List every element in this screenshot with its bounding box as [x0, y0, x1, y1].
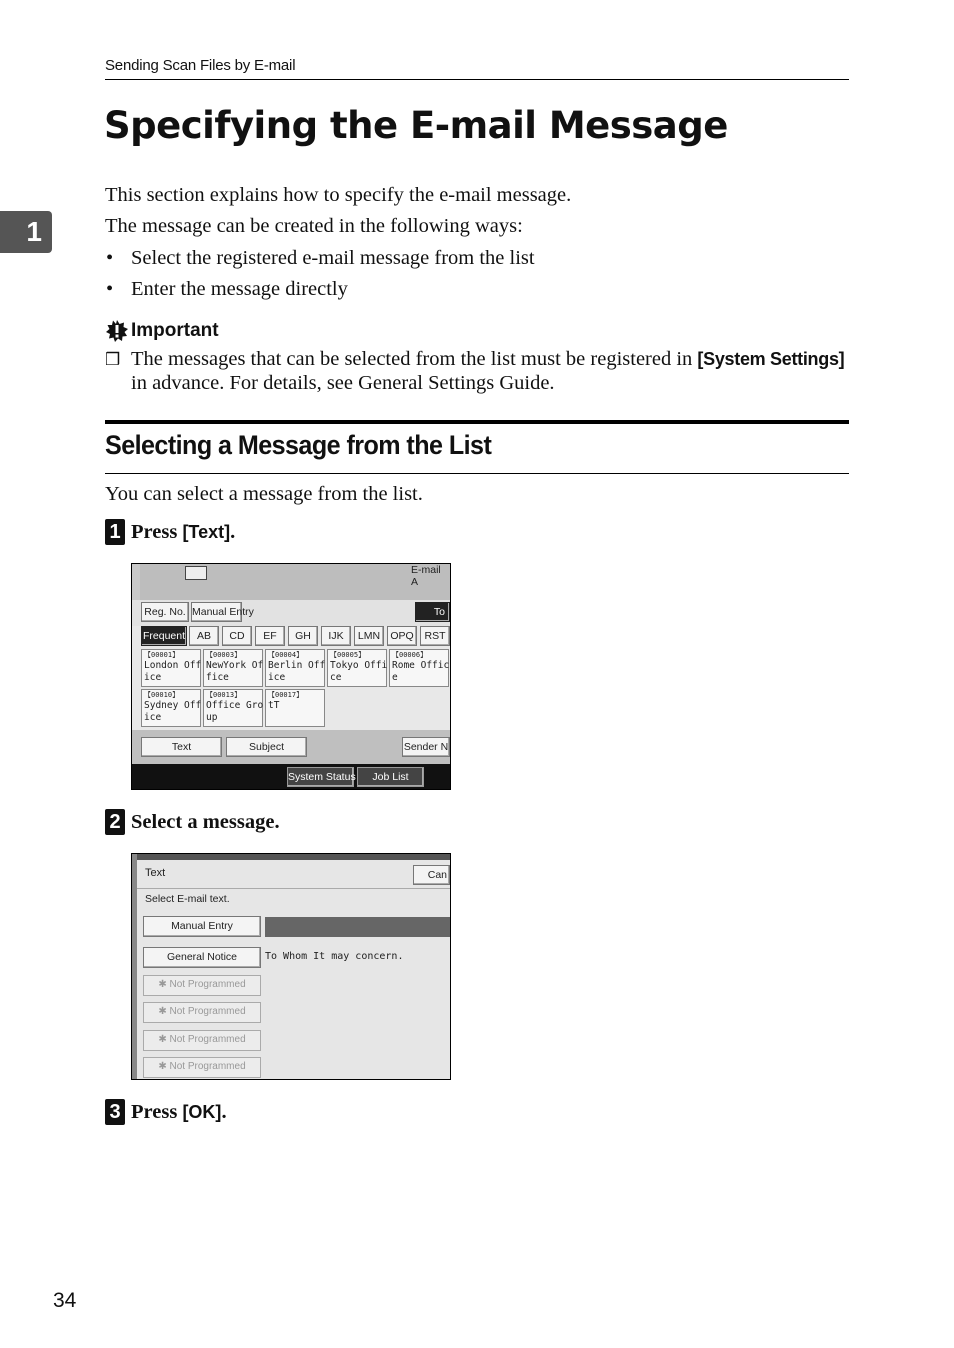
bullet-item: [106, 247, 535, 270]
destination-name: London Off ice: [144, 660, 202, 683]
screen-title: E-mail A: [411, 564, 441, 588]
reg-number: 【00003】: [206, 651, 242, 659]
subject-button[interactable]: Subject: [226, 737, 307, 757]
destination-london[interactable]: [141, 649, 201, 687]
step-text: Press: [131, 1100, 183, 1123]
step-suffix: .: [230, 520, 236, 543]
bullet-dot: •: [106, 247, 114, 269]
destination-sydney[interactable]: [141, 689, 201, 727]
page-number: 34: [53, 1289, 77, 1312]
step-2: [105, 809, 280, 835]
note-text-end: in advance. For details, see General Settings Guide.: [131, 372, 555, 394]
bullet-text: Enter the message directly: [131, 278, 348, 300]
tab-opq[interactable]: OPQ: [387, 626, 417, 646]
tab-frequent[interactable]: Frequent: [141, 626, 187, 646]
destination-name: NewYork Of fice: [206, 660, 264, 683]
important-icon: [105, 319, 129, 343]
manual-entry-button[interactable]: Manual Entry: [191, 602, 242, 622]
destination-name: Sydney Off ice: [144, 700, 202, 723]
sender-name-button[interactable]: Sender N: [402, 737, 450, 757]
destination-newyork[interactable]: [203, 649, 263, 687]
reg-no-button[interactable]: Reg. No.: [141, 602, 189, 622]
job-list-button[interactable]: Job List: [357, 767, 424, 787]
tab-ijk[interactable]: IJK: [321, 626, 351, 646]
reg-number: 【00006】: [392, 651, 428, 659]
bullet-dot: •: [106, 278, 114, 300]
destination-office-group[interactable]: [203, 689, 263, 727]
step-suffix: .: [221, 1100, 227, 1123]
destination-name: Tokyo Offi ce: [330, 660, 388, 683]
destination-rome[interactable]: [389, 649, 449, 687]
important-label: Important: [131, 320, 219, 341]
screen-top-edge: [132, 854, 450, 860]
to-button[interactable]: To: [415, 602, 450, 622]
step-text: Press: [131, 520, 183, 543]
reg-number: 【00001】: [144, 651, 180, 659]
destination-berlin[interactable]: [265, 649, 325, 687]
dialog-title: Text: [145, 867, 166, 879]
step-key: [OK]: [182, 1101, 222, 1122]
important-heading: [105, 319, 219, 343]
manual-entry-button[interactable]: Manual Entry: [143, 916, 261, 937]
page-title: Specifying the E-mail Message: [104, 104, 728, 147]
step-number-icon: 3: [105, 1099, 125, 1125]
destination-name: Office Gro up: [206, 700, 264, 723]
not-programmed-slot: ✱ Not Programmed: [143, 975, 261, 996]
running-header: Sending Scan Files by E-mail: [105, 57, 296, 74]
section-intro: You can select a message from the list.: [105, 483, 423, 505]
not-programmed-slot: ✱ Not Programmed: [143, 1030, 261, 1051]
reg-number: 【00004】: [268, 651, 304, 659]
section-title: Selecting a Message from the List: [105, 430, 492, 460]
step-text: Select a message.: [131, 810, 280, 833]
dialog-prompt: Select E-mail text.: [145, 893, 230, 905]
chapter-tab: 1: [0, 211, 52, 253]
general-notice-text: To Whom It may concern.: [265, 951, 404, 962]
step-number-icon: 2: [105, 809, 125, 835]
destination-tokyo[interactable]: [327, 649, 387, 687]
destination-name: Rome Offic e: [392, 660, 450, 683]
general-notice-button[interactable]: General Notice: [143, 947, 261, 968]
tab-ef[interactable]: EF: [255, 626, 285, 646]
important-note: [105, 347, 851, 395]
intro-line-2: The message can be created in the following ways:: [105, 215, 523, 237]
system-status-button[interactable]: System Status: [287, 767, 354, 787]
step-number-icon: 1: [105, 519, 125, 545]
tab-lmn[interactable]: LMN: [354, 626, 384, 646]
destination-name: Berlin Off ice: [268, 660, 326, 683]
bullet-text: Select the registered e-mail message from the list: [131, 247, 535, 269]
text-entry-field: [265, 917, 450, 937]
text-button[interactable]: Text: [141, 737, 222, 757]
step-1: [105, 519, 235, 545]
tab-rst[interactable]: RST: [420, 626, 450, 646]
tab-cd[interactable]: CD: [222, 626, 252, 646]
divider: [137, 888, 450, 889]
step-key: [Text]: [182, 521, 231, 542]
step-3: [105, 1099, 227, 1125]
checkbox-icon: ❒: [105, 350, 121, 369]
reg-number: 【00005】: [330, 651, 366, 659]
cancel-button[interactable]: Can: [413, 865, 450, 885]
system-settings-key: [System Settings]: [697, 349, 845, 369]
document-icon: [185, 566, 207, 580]
destination-tt[interactable]: [265, 689, 325, 727]
bullet-item: [106, 278, 348, 301]
section-rule-bottom: [105, 473, 849, 474]
email-screen: [131, 563, 451, 790]
reg-number: 【00017】: [268, 691, 304, 699]
intro-line-1: This section explains how to specify the e-mail message.: [105, 184, 572, 206]
not-programmed-slot: ✱ Not Programmed: [143, 1057, 261, 1078]
tab-ab[interactable]: AB: [189, 626, 219, 646]
note-text: The messages that can be selected from the list must be registered in: [131, 348, 698, 370]
destination-name: tT: [268, 700, 280, 711]
text-selection-screen: [131, 853, 451, 1080]
reg-number: 【00013】: [206, 691, 242, 699]
section-rule-top: [105, 420, 849, 424]
not-programmed-slot: ✱ Not Programmed: [143, 1002, 261, 1023]
reg-number: 【00010】: [144, 691, 180, 699]
tab-gh[interactable]: GH: [288, 626, 318, 646]
header-rule: [105, 79, 849, 80]
